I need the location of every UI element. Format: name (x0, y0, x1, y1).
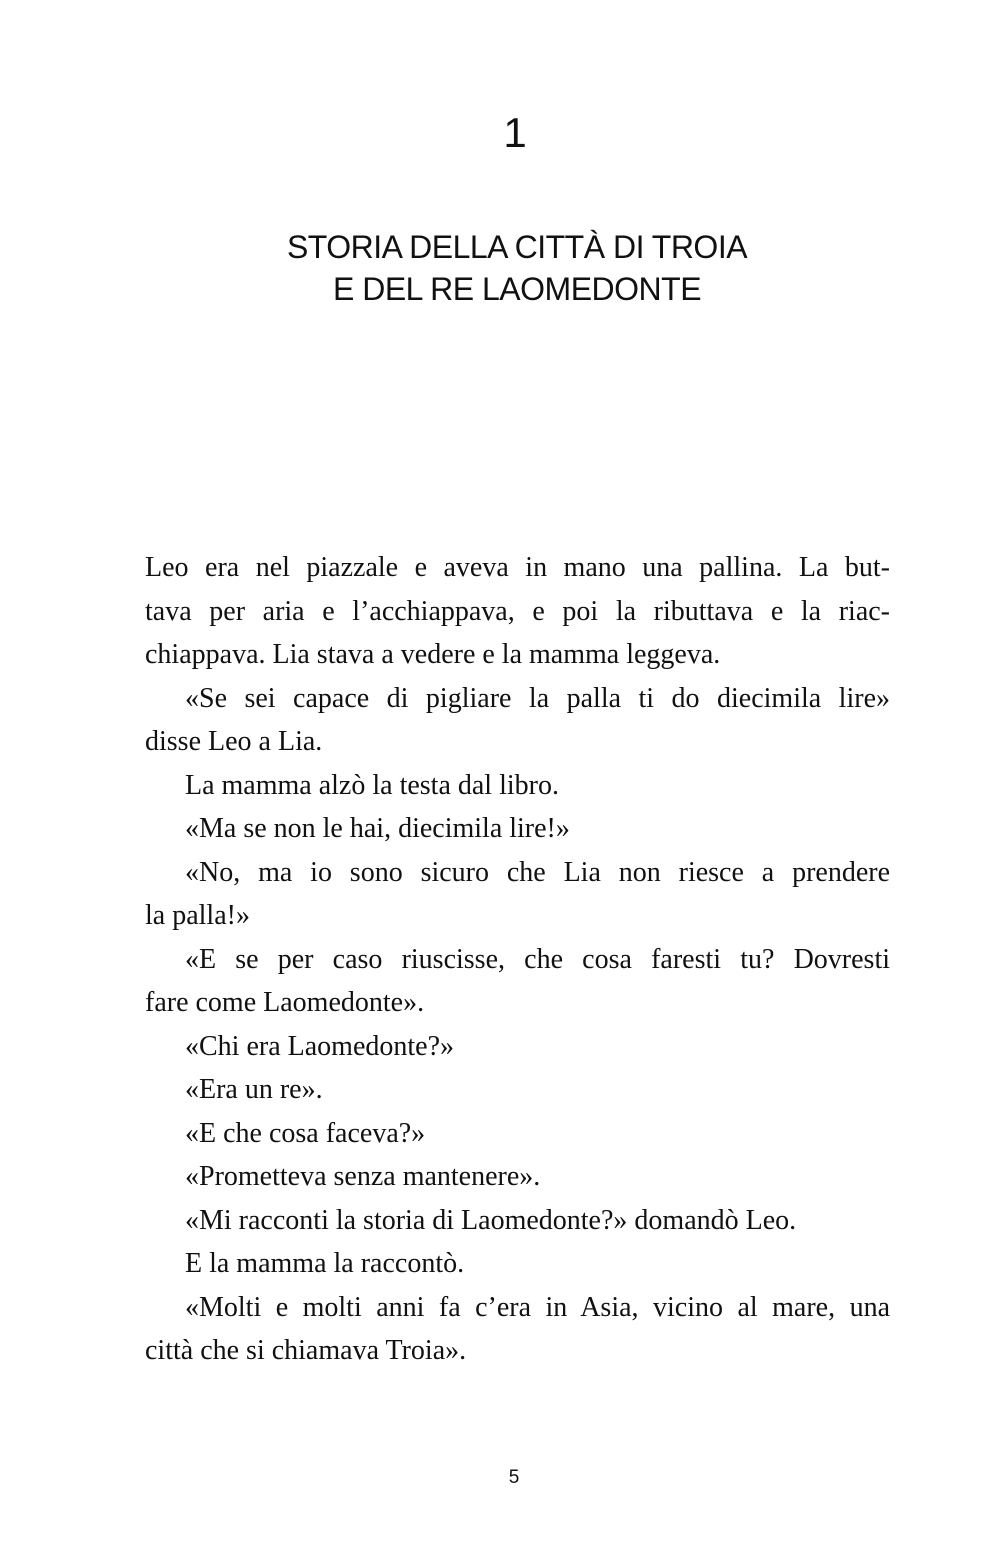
text-line: fare come Laomedonte». (145, 987, 425, 1018)
text-line: «Mi racconti la storia di Laomedonte?» domandò Leo. (185, 1204, 797, 1236)
chapter-title-line-1: STORIA DELLA CITTÀ DI TROIA (286, 229, 748, 265)
text-line: «Chi era Laomedonte?» (185, 1030, 455, 1062)
text-line: tava per aria e l’acchiappava, e poi la ributtava e la riac- (145, 595, 890, 627)
text-line: «E se per caso riuscisse, che cosa faresti tu? Dovresti (185, 943, 890, 975)
page-number: 5 (508, 1467, 520, 1488)
text-line: «E che cosa faceva?» (185, 1117, 426, 1149)
text-line: «Prometteva senza mantenere». (185, 1161, 541, 1192)
text-line: «Molti e molti anni fa c’era in Asia, vicino al mare, una (185, 1291, 890, 1323)
chapter-title (0, 226, 1000, 310)
text-line: E la mamma la raccontò. (185, 1248, 465, 1279)
text-line: La mamma alzò la testa dal libro. (185, 769, 559, 801)
text-line: Leo era nel piazzale e aveva in mano una pallina. La but- (145, 552, 890, 583)
text-line: la palla!» (145, 900, 250, 931)
text-line: disse Leo a Lia. (145, 726, 323, 757)
chapter-title-line-2: E DEL RE LAOMEDONTE (332, 271, 702, 307)
chapter-number: 1 (503, 109, 527, 156)
text-line: chiappava. Lia stava a vedere e la mamma leggeva. (145, 639, 721, 670)
text-line: «No, ma io sono sicuro che Lia non riesce a prendere (185, 856, 890, 888)
text-line: «Se sei capace di pigliare la palla ti do diecimila lire» (185, 682, 890, 714)
text-line: «Ma se non le hai, diecimila lire!» (185, 813, 570, 844)
body-text (145, 546, 890, 1373)
text-line: «Era un re». (185, 1074, 323, 1105)
text-line: città che si chiamava Troia». (145, 1335, 467, 1366)
